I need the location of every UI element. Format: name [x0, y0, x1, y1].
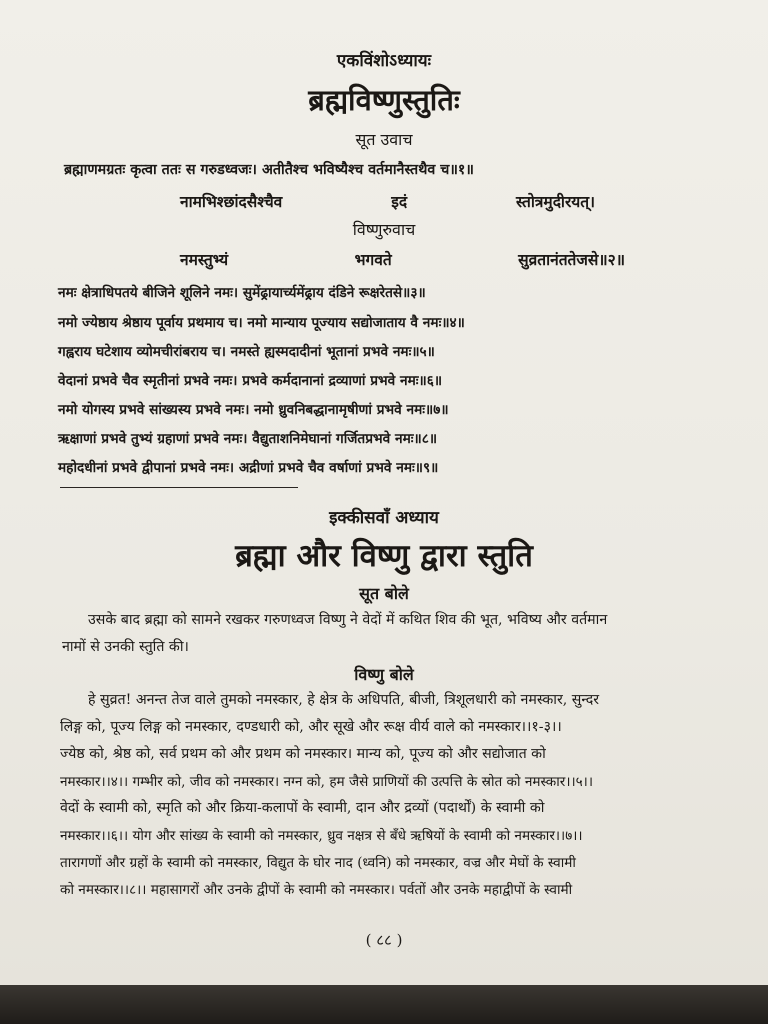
- vishnu-uvacha-heading: विष्णुरुवाच: [352, 220, 416, 239]
- sanskrit-title: ब्रह्मविष्णुस्तुतिः: [308, 83, 460, 117]
- verse-2-part: नमस्तुभ्यं: [180, 250, 229, 269]
- verse-9: महोदधीनां प्रभवे द्वीपानां प्रभवे नमः। अद्रीणां प्रभवे चैव वर्षाणां प्रभवे नमः॥९॥: [58, 460, 439, 476]
- translation-line: नमस्कार।।६।। योग और सांख्य के स्वामी को नमस्कार, ध्रुव नक्षत्र से बँधे ऋषियों के स्वामी को नमस्कार।।७।।: [60, 828, 583, 844]
- verse-8: ऋक्षाणां प्रभवे तुभ्यं ग्रहाणां प्रभवे नमः। वैद्युताशनिमेघानां गर्जितप्रभवे नमः॥८॥: [58, 431, 438, 447]
- suta-uvacha-heading: सूत उवाच: [355, 130, 413, 149]
- narration-line: नामों से उनकी स्तुति की।: [62, 639, 189, 655]
- verse-3: नमः क्षेत्राधिपतये बीजिने शूलिने नमः। सुमेंढ्रायार्च्यमेंढ्राय दंडिने रूक्षरेतसे॥३॥: [58, 285, 426, 301]
- verse-2-part: सुव्रतानंततेजसे॥२॥: [518, 250, 625, 269]
- translation-line: ज्येष्ठ को, श्रेष्ठ को, सर्व प्रथम को और प्रथम को नमस्कार। मान्य को, पूज्य को और सद्योजात को: [60, 746, 546, 762]
- verse-1b: [180, 190, 595, 212]
- translation-line: हे सुव्रत! अनन्त तेज वाले तुमको नमस्कार, हे क्षेत्र के अधिपति, बीजी, त्रिशूलधारी को नमस्कार, सुन्दर: [88, 692, 600, 708]
- verse-1b-part: स्तोत्रमुदीरयत्।: [516, 192, 595, 211]
- sanskrit-chapter-heading: एकविंशोऽध्यायः: [336, 51, 432, 71]
- verse-1b-part: नामभिश्छांदसैश्चैव: [180, 192, 283, 211]
- hindi-chapter-heading: इक्कीसवाँ अध्याय: [329, 508, 439, 528]
- section-divider: [60, 487, 298, 488]
- verse-5: गह्वराय घटेशाय व्योमचीरांबराय च। नमस्ते ह्यस्मदादीनां भूतानां प्रभवे नमः॥५॥: [58, 344, 435, 360]
- page-number: ( ८८ ): [365, 931, 403, 949]
- verse-2-part: भगवते: [354, 250, 392, 269]
- hindi-title: ब्रह्मा और विष्णु द्वारा स्तुति: [235, 538, 533, 574]
- verse-2: [180, 248, 625, 270]
- background-surface: [0, 985, 768, 1024]
- translation-line: वेदों के स्वामी को, स्मृति को और क्रिया-कलापों के स्वामी, दान और द्रव्यों (पदार्थों) के स्वामी को: [60, 800, 545, 816]
- translation-line: तारागणों और ग्रहों के स्वामी को नमस्कार, विद्युत के घोर नाद (ध्वनि) को नमस्कार, वज्र और मेघों के स्वामी: [60, 855, 576, 871]
- verse-1b-part: इदं: [391, 192, 408, 211]
- suta-bole-heading: सूत बोले: [359, 584, 409, 603]
- verse-6: वेदानां प्रभवे चैव स्मृतीनां प्रभवे नमः। प्रभवे कर्मदानानां द्रव्याणां प्रभवे नमः॥६॥: [58, 373, 443, 389]
- verse-7: नमो योगस्य प्रभवे सांख्यस्य प्रभवे नमः। नमो ध्रुवनिबद्धानामृषीणां प्रभवे नमः॥७॥: [58, 402, 449, 418]
- verse-1a: ब्रह्माणमग्रतः कृत्वा ततः स गरुडध्वजः। अतीतैश्च भविष्यैश्च वर्तमानैस्तथैव च॥१॥: [64, 162, 474, 178]
- narration-line: उसके बाद ब्रह्मा को सामने रखकर गरुणध्वज विष्णु ने वेदों में कथित शिव की भूत, भविष्य और वर्तमान: [88, 612, 608, 628]
- vishnu-bole-heading: विष्णु बोले: [354, 665, 414, 684]
- translation-line: लिङ्ग को, पूज्य लिङ्ग को नमस्कार, दण्डधारी को, और सूखे और रूक्ष वीर्य वाले को नमस्कार।।१-३।।: [60, 719, 562, 735]
- verse-4: नमो ज्येष्ठाय श्रेष्ठाय पूर्वाय प्रथमाय च। नमो मान्याय पूज्याय सद्योजाताय वै नमः॥४॥: [58, 315, 465, 331]
- translation-line: नमस्कार।।४।। गम्भीर को, जीव को नमस्कार। नग्न को, हम जैसे प्राणियों की उत्पत्ति के स्रोत को नमस्कार।।५।।: [60, 774, 593, 790]
- translation-line: को नमस्कार।।८।। महासागरों और उनके द्वीपों के स्वामी को नमस्कार। पर्वतों और उनके महाद्वीपों के स्वामी: [60, 882, 573, 898]
